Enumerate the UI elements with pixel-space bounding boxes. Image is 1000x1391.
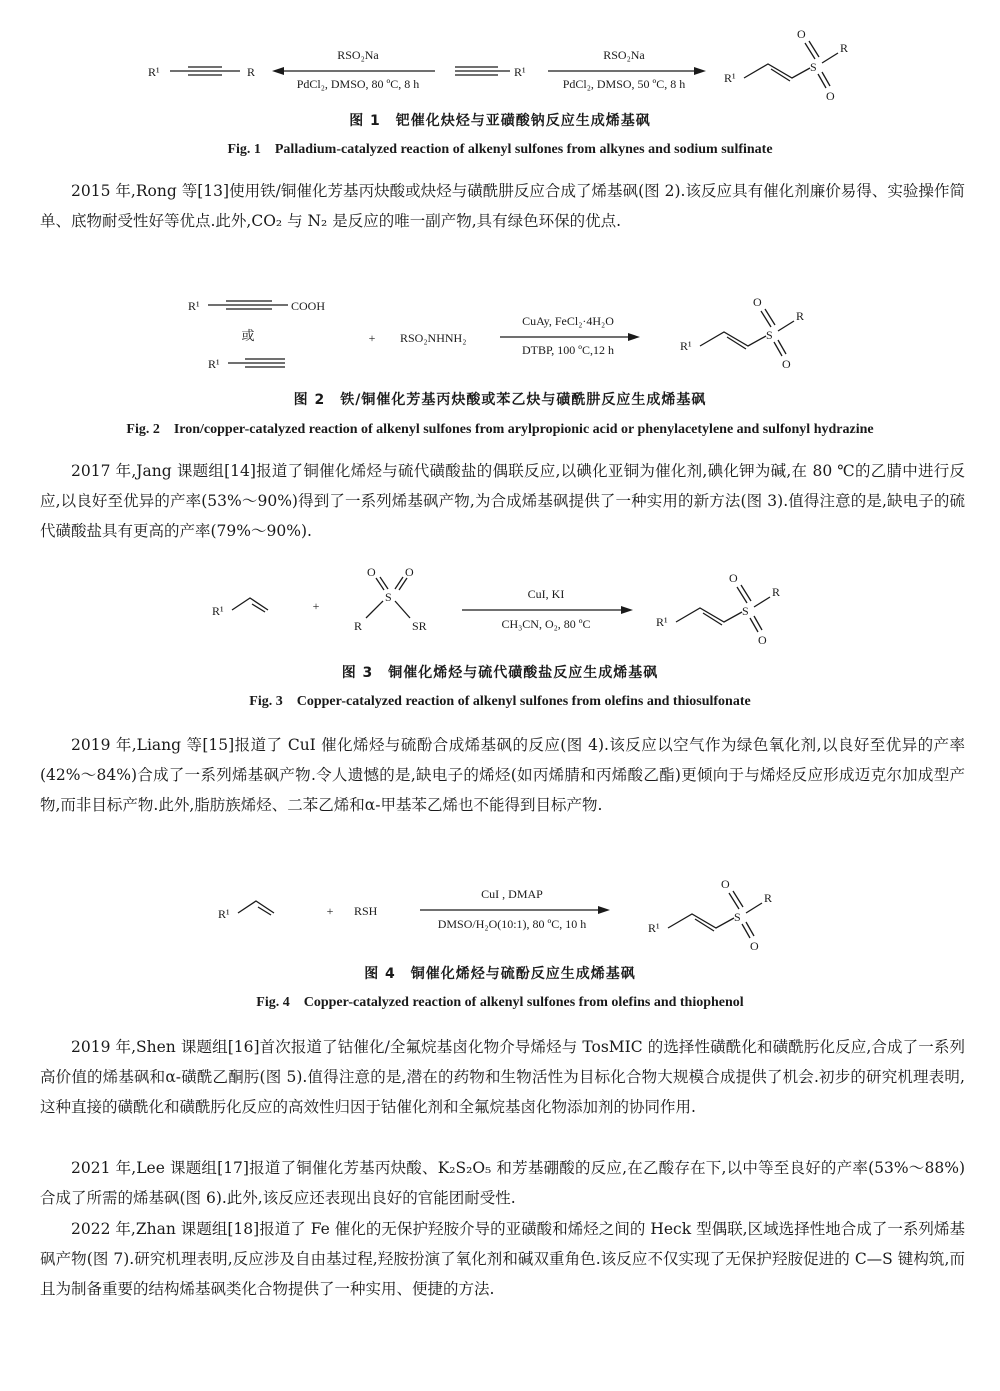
- figure-4-scheme: [0, 868, 1000, 958]
- fig1-reagent-right: RSO₂Na: [603, 48, 645, 62]
- fig2-r1-a: R¹: [188, 299, 200, 313]
- fig2-prod-s: S: [766, 328, 773, 342]
- fig3-reagent-o-left: O: [367, 568, 376, 579]
- paragraph-5: 2021 年,Lee 课题组[17]报道了铜催化芳基丙炔酸、K₂S₂O₅ 和芳基硼酸的反应,在乙酸存在下,以中等至良好的产率(53%～88%)合成了所需的烯基砜(图 6).此外,该反应还表现出良好的官能团耐受性.: [40, 1159, 965, 1207]
- fig1-caption-en: Fig. 1 Palladium-catalyzed reaction of alkenyl sulfones from alkynes and sodium sulfinate: [227, 142, 773, 157]
- figure-2-scheme: [0, 290, 1000, 390]
- fig4-caption-en: Fig. 4 Copper-catalyzed reaction of alkenyl sulfones from olefins and thiophenol: [256, 995, 744, 1010]
- fig1-prod-r: R: [840, 41, 849, 55]
- paragraph-4: 2019 年,Shen 课题组[16]首次报道了钴催化/全氟烷基卤化物介导烯烃与 TosMIC 的选择性磺酰化和磺酰肟化反应,合成了一系列高价值的烯基砜和α-磺酰乙酮肟(图 5).值得注意的是,潜在的药物和生物活性为目标化合物大规模合成提供了机会.初步的研究机理表明,这种直接的磺酰化和磺酰肟化反应的高效性归因于钴催化剂和全氟烷基卤化物添加剂的协同作用.: [40, 1038, 965, 1116]
- figure-1-scheme: [0, 8, 1000, 103]
- fig2-prod-r: R: [796, 309, 805, 323]
- fig1-prod-o-top: O: [797, 27, 806, 41]
- fig2-r1-b: R¹: [208, 357, 220, 371]
- fig1-prod-s: S: [810, 60, 817, 74]
- fig3-cond-bottom: CH₃CN, O₂, 80 ºC: [501, 617, 591, 631]
- fig4-cond-top: CuI , DMAP: [481, 887, 543, 901]
- fig2-reagent: RSO₂NHNH₂: [400, 331, 467, 345]
- fig1-left-r: R: [247, 65, 256, 79]
- fig1-reagent-left: RSO₂Na: [337, 48, 379, 62]
- fig1-prod-o-bottom: O: [826, 89, 835, 103]
- fig1-mid-r1: R¹: [514, 65, 526, 79]
- fig3-sr: SR: [412, 619, 427, 633]
- fig4-prod-s: S: [734, 910, 741, 924]
- fig3-prod-r1: R¹: [656, 615, 668, 629]
- fig4-prod-o-top: O: [721, 877, 730, 891]
- fig3-prod-o-top: O: [729, 571, 738, 585]
- fig2-caption-cn: 图 2 铁/铜催化芳基丙炔酸或苯乙炔与磺酰肼反应生成烯基砜: [293, 392, 707, 408]
- fig3-reagent-s: S: [385, 590, 392, 604]
- fig2-prod-o-top: O: [753, 295, 762, 309]
- paragraph-2: 2017 年,Jang 课题组[14]报道了铜催化烯烃与硫代磺酸盐的偶联反应,以碘化亚铜为催化剂,碘化钾为碱,在 80 ℃的乙腈中进行反应,以良好至优异的产率(53%～90%)得到了一系列烯基砜产物,为合成烯基砜提供了一种实用的新方法(图 3).值得注意的是,缺电子的硫代磺酸盐具有更高的产率(79%～90%).: [40, 462, 965, 540]
- fig4-r1: R¹: [218, 907, 230, 921]
- fig4-prod-o-bottom: O: [750, 939, 759, 953]
- fig1-caption-cn: 图 1 钯催化炔烃与亚磺酸钠反应生成烯基砜: [349, 113, 651, 129]
- fig2-or: 或: [241, 329, 255, 344]
- fig4-cond-bottom: DMSO/H₂O(10:1), 80 ºC, 10 h: [437, 917, 587, 931]
- fig3-caption-cn: 图 3 铜催化烯烃与硫代磺酸盐反应生成烯基砜: [341, 665, 659, 681]
- fig2-cond-bottom: DTBP, 100 ºC,12 h: [521, 343, 615, 357]
- paragraph-6: 2022 年,Zhan 课题组[18]报道了 Fe 催化的无保护羟胺介导的亚磺酸和烯烃之间的 Heck 型偶联,区域选择性地合成了一系列烯基砜产物(图 7).研究机理表明,反应涉及自由基过程,羟胺扮演了氧化剂和碱双重角色.该反应不仅实现了无保护羟胺促进的 C—S 键构筑,而且为制备重要的结构烯基砜类化合物提供了一种实用、便捷的方法.: [40, 1220, 965, 1298]
- fig3-cond-top: CuI, KI: [527, 587, 565, 601]
- fig2-prod-o-bottom: O: [782, 357, 791, 371]
- fig2-prod-r1: R¹: [680, 339, 692, 353]
- paragraph-3: 2019 年,Liang 等[15]报道了 CuI 催化烯烃与硫酚合成烯基砜的反应(图 4).该反应以空气作为绿色氧化剂,以良好至优异的产率(42%～84%)合成了一系列烯基砜产物.令人遗憾的是,缺电子的烯烃(如丙烯腈和丙烯酸乙酯)更倾向于与烯烃反应形成迈克尔加成型产物,而非目标产物.此外,脂肪族烯烃、二苯乙烯和α-甲基苯乙烯也不能得到目标产物.: [40, 736, 965, 814]
- fig3-reagent-o-right: O: [405, 568, 414, 579]
- fig4-plus: +: [326, 904, 334, 918]
- fig4-caption-cn: 图 4 铜催化烯烃与硫酚反应生成烯基砜: [364, 966, 636, 982]
- figure-3-scheme: [0, 568, 1000, 658]
- fig2-caption-en: Fig. 2 Iron/copper-catalyzed reaction of alkenyl sulfones from arylpropionic acid or phenylacetylene and sulfonyl hydrazine: [126, 422, 874, 437]
- fig1-prod-r1: R¹: [724, 71, 736, 85]
- fig4-prod-r1: R¹: [648, 921, 660, 935]
- fig3-reagent-r: R: [354, 619, 363, 633]
- fig3-prod-r: R: [772, 585, 781, 599]
- fig3-prod-o-bottom: O: [758, 633, 767, 647]
- fig4-reagent: RSH: [354, 904, 378, 918]
- paragraph-1: 2015 年,Rong 等[13]使用铁/铜催化芳基丙炔酸或炔烃与磺酰肼反应合成了烯基砜(图 2).该反应具有催化剂廉价易得、实验操作简单、底物耐受性好等优点.此外,CO₂ 与 N₂ 是反应的唯一副产物,具有绿色环保的优点.: [40, 182, 965, 230]
- fig1-cond-right: PdCl₂, DMSO, 50 ºC, 8 h: [562, 77, 686, 91]
- fig2-plus: +: [368, 331, 376, 345]
- fig4-prod-r: R: [764, 891, 773, 905]
- fig3-prod-s: S: [742, 604, 749, 618]
- fig1-cond-left: PdCl₂, DMSO, 80 ºC, 8 h: [296, 77, 420, 91]
- fig2-cooh: COOH: [291, 299, 326, 313]
- fig1-left-r1: R¹: [148, 65, 160, 79]
- fig3-r1: R¹: [212, 604, 224, 618]
- fig3-caption-en: Fig. 3 Copper-catalyzed reaction of alkenyl sulfones from olefins and thiosulfonate: [249, 694, 751, 709]
- fig3-plus: +: [312, 599, 320, 613]
- fig2-cond-top: CuAy, FeCl₂·4H₂O: [522, 314, 614, 328]
